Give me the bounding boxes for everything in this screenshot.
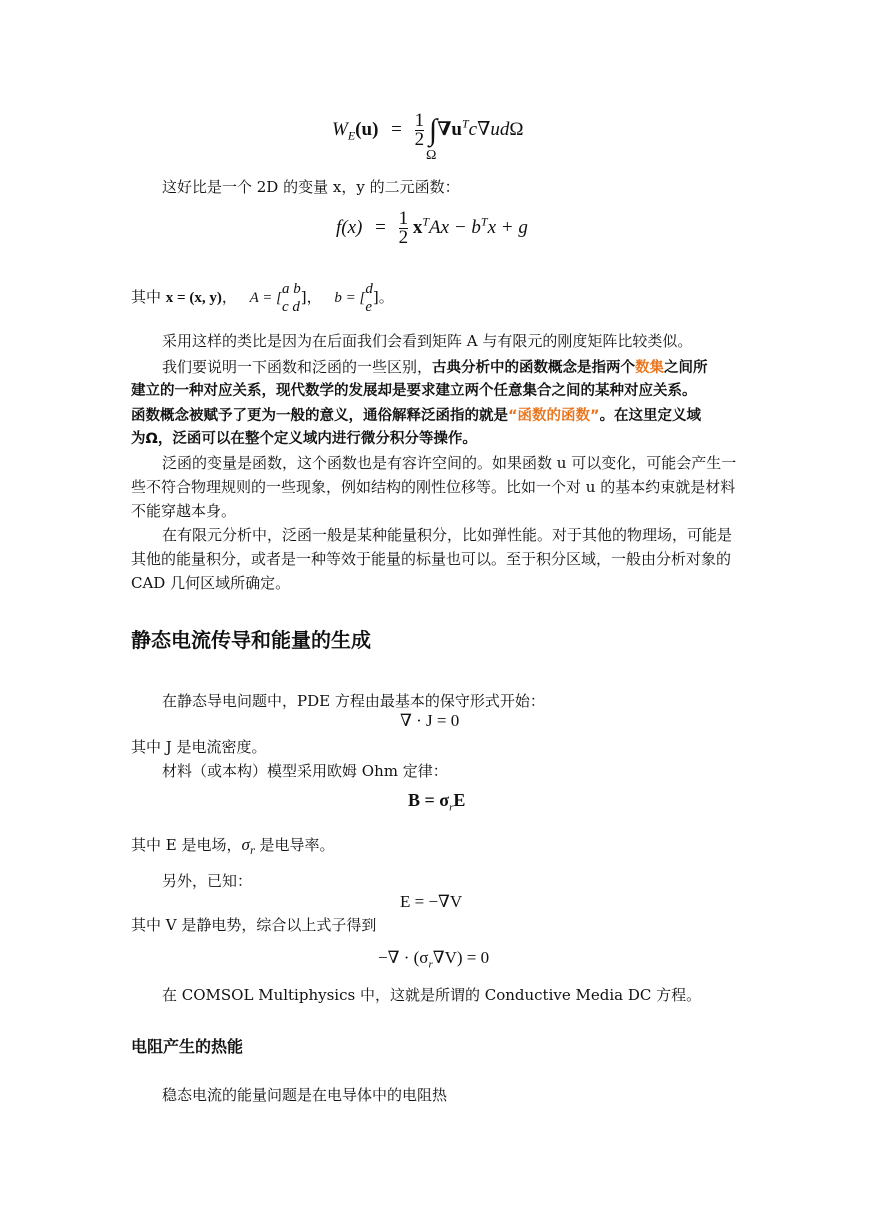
eq-lhs: B = σ — [408, 790, 450, 810]
integral-sign: ∫ — [428, 113, 438, 147]
eq-tail: x + g — [487, 216, 528, 238]
para-functional-variable-line-1: 泛函的变量是函数，这个函数也是有容许空间的。如果函数 u 可以变化，可能会产生一 — [162, 454, 737, 472]
para-resistive-heat: 稳态电流的能量问题是在电导体中的电阻热 — [162, 1086, 448, 1104]
vector-b-row: e — [365, 299, 373, 315]
eq-pre: −∇ · (σ — [378, 948, 429, 967]
vector-b — [365, 280, 373, 316]
sentence-end: 。 — [378, 288, 394, 306]
fraction-numerator: 1 — [398, 208, 409, 229]
para-fea-line-3: CAD 几何区域所确定。 — [131, 574, 291, 592]
para-function-line-2: 建立的一种对应关系，现代数学的发展却是要求建立两个任意集合之间的某种对应关系。 — [131, 383, 697, 399]
eq-fraction — [399, 210, 409, 247]
para-functional-variable-line-3: 不能穿越本身。 — [131, 502, 237, 520]
para-functional-variable-line-2: 些不符合物理规则的一些现象，例如结构的刚性位移等。比如一个对 u 的基本约束就是材料 — [131, 478, 736, 496]
definition-line — [131, 272, 394, 322]
sigma-symbol: σ — [241, 835, 250, 854]
para-analogy: 这好比是一个 2D 的变量 x，y 的二元函数： — [162, 178, 460, 196]
text-span: 是电导率。 — [254, 836, 335, 854]
eq-x: x — [412, 216, 423, 238]
highlight-text: “函数的函数” — [508, 408, 600, 424]
eq-ax: Ax − b — [429, 216, 481, 238]
bold-text: 古典分析中的函数概念是指两个 — [432, 360, 636, 376]
subsection-heading: 电阻产生的热能 — [131, 1037, 244, 1056]
fraction-numerator: 1 — [414, 110, 425, 131]
eq-transpose: T — [461, 116, 469, 131]
x-definition: x = (x, y) — [165, 290, 222, 306]
eq-transpose: T — [422, 214, 430, 229]
para-fea-line-2: 其他的能量积分，或者是一种等效于能量的标量也可以。至于积分区域，一般由分析对象的 — [131, 550, 732, 568]
eq-equals: = — [391, 118, 402, 140]
para-function-line-3 — [131, 404, 739, 427]
eq-rhs: E — [453, 790, 466, 810]
eq-transpose: T — [480, 214, 488, 229]
eq-argument: (u) — [355, 118, 379, 140]
highlight-text: 数集 — [635, 360, 665, 376]
divergence-equation: ∇ · J = 0 — [400, 711, 460, 730]
vector-close: ] — [372, 288, 379, 306]
para-static-conduction: 在静态导电问题中，PDE 方程由最基本的保守形式开始： — [162, 692, 545, 710]
ohm-equation — [408, 790, 465, 814]
bold-text: 。在这里定义域 — [599, 408, 702, 424]
para-current-density: 其中 J 是电流密度。 — [131, 738, 267, 756]
matrix-a-row: a b — [281, 281, 301, 297]
vector-b-row: d — [365, 281, 373, 297]
matrix-a — [282, 280, 301, 316]
energy-functional-equation — [332, 112, 523, 149]
vector-b-label: b = [ — [334, 290, 366, 306]
para-fea-line-1: 在有限元分析中，泛函一般是某种能量积分，比如弹性能。对于其他的物理场，可能是 — [162, 526, 733, 544]
separator: ， — [306, 288, 322, 306]
text-span: 其中 E 是电场， — [131, 836, 242, 854]
definition-prefix: 其中 — [131, 288, 166, 306]
sigma-subscript: r — [249, 846, 255, 857]
eq-symbol: W — [332, 118, 348, 140]
para-function-line-1 — [162, 356, 739, 379]
eq-subscript: r — [449, 801, 454, 814]
para-ohm-law: 材料（或本构）模型采用欧姆 Ohm 定律： — [162, 762, 448, 780]
bold-text: 函数概念被赋予了更为一般的意义，通俗解释泛函指的就是 — [131, 408, 508, 424]
eq-fraction — [415, 112, 425, 149]
para-potential: 其中 V 是静电势，综合以上式子得到 — [131, 916, 377, 934]
eq-post: ∇V) = 0 — [432, 948, 490, 967]
para-analogy-reason: 采用这样的类比是因为在后面我们会看到矩阵 A 与有限元的刚度矩阵比较类似。 — [162, 332, 693, 350]
section-heading: 静态电流传导和能量的生成 — [131, 628, 371, 652]
integral-domain: Ω — [426, 148, 437, 163]
eq-lhs: f(x) — [336, 216, 363, 238]
eq-integrand: ∇u — [437, 118, 462, 140]
para-electric-field — [131, 834, 739, 863]
separator: ， — [221, 288, 237, 306]
para-comsol: 在 COMSOL Multiphysics 中，这就是所谓的 Conductive Media DC 方程。 — [162, 986, 702, 1004]
matrix-a-label: A = [ — [249, 290, 282, 306]
matrix-a-row: c d — [281, 299, 300, 315]
text-span: 我们要说明一下函数和泛函的一些区别， — [162, 358, 433, 376]
eq-rest: c∇ud — [468, 118, 510, 140]
bold-text: 之间所 — [664, 360, 708, 376]
eq-subscript: r — [428, 958, 433, 971]
fraction-denominator: 2 — [398, 227, 409, 248]
fraction-denominator: 2 — [414, 129, 425, 150]
para-function-line-4: 为Ω，泛函可以在整个定义域内进行微分积分等操作。 — [131, 431, 477, 447]
eq-omega: Ω — [509, 118, 524, 140]
para-known: 另外，已知： — [162, 872, 253, 890]
final-equation — [378, 948, 489, 970]
eq-equals: = — [375, 216, 386, 238]
gradient-equation: E = −∇V — [400, 892, 463, 911]
eq-subscript: E — [347, 128, 356, 143]
matrix-close: ] — [300, 288, 307, 306]
quadratic-function-equation — [336, 210, 528, 247]
